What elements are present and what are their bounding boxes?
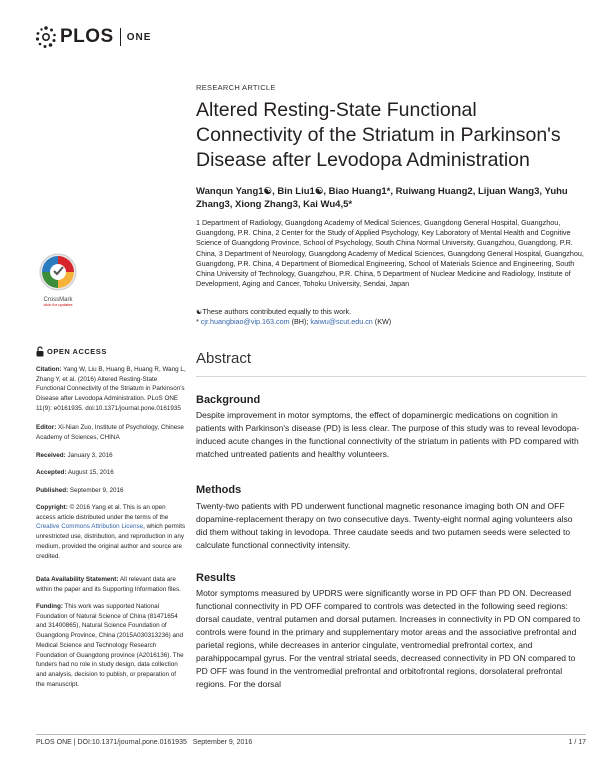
received-date: January 3, 2016 — [65, 452, 113, 459]
email-link-bh[interactable]: cjr.huangbiao@vip.163.com — [200, 317, 290, 327]
funding-block — [36, 602, 186, 689]
accepted-block — [36, 468, 186, 478]
author-list: Wanqun Yang1☯, Bin Liu1☯, Biao Huang1*, Ruiwang Huang2, Lijuan Wang3, Yuhu Zhang3, Xiong Zhang3, Kai Wu4,5* — [196, 186, 568, 210]
citation-block — [36, 365, 186, 414]
abstract-divider — [196, 376, 586, 377]
copyright-label: Copyright: — [36, 504, 68, 511]
corr-mid: (BH); — [289, 317, 311, 327]
data-availability-label: Data Availability Statement: — [36, 576, 119, 583]
background-heading: Background — [196, 394, 261, 406]
funding-text: This work was supported National Foundation of Natural Science of China (81471654 and 31400865), Natural Science Foundation of Guangdong Province, China (2015A030313236) and Medical Science and Technology Research Foundation of Guangdong province (A2016136). The funders had no role in study design, data collection and analysis, decision to publish, or preparation of the manuscript. — [36, 603, 184, 688]
open-lock-icon — [36, 346, 44, 357]
open-access-badge — [36, 346, 107, 357]
results-heading: Results — [196, 572, 236, 584]
crossmark-icon — [38, 252, 78, 292]
abstract-heading: Abstract — [196, 350, 252, 367]
data-availability-block — [36, 575, 186, 594]
published-block — [36, 486, 186, 496]
citation-label: Citation: — [36, 366, 62, 373]
email-link-kw[interactable]: kaiwu@scut.edu.cn — [310, 317, 373, 327]
equal-contribution-note: ☯These authors contributed equally to this work. — [196, 307, 352, 316]
received-block — [36, 451, 186, 461]
editor-text: Xi-Nian Zuo, Institute of Psychology, Chinese Academy of Sciences, CHINA — [36, 424, 184, 441]
logo-divider — [120, 28, 121, 46]
crossmark-sub: click for updates — [43, 302, 73, 307]
funding-label: Funding: — [36, 603, 63, 610]
corr-prefix: * — [196, 317, 201, 327]
page-number: 1 / 17 — [568, 739, 586, 746]
footer-citation: PLOS ONE | DOI:10.1371/journal.pone.0161935 September 9, 2016 — [36, 739, 253, 746]
accepted-label: Accepted: — [36, 469, 67, 476]
accepted-date: August 15, 2016 — [66, 469, 114, 476]
corr-end: (KW) — [372, 317, 392, 327]
open-access-label: OPEN ACCESS — [47, 347, 107, 356]
editor-block — [36, 423, 186, 442]
methods-heading: Methods — [196, 484, 242, 496]
received-label: Received: — [36, 452, 66, 459]
cc-license-link[interactable]: Creative Commons Attribution License — [36, 523, 144, 531]
footer-divider — [36, 734, 586, 735]
data-availability-text: All relevant data are within the paper and its Supporting Information files. — [36, 576, 181, 593]
logo-one-text: ONE — [126, 31, 152, 43]
plos-logo-icon — [34, 25, 58, 49]
copyright-block — [36, 503, 186, 561]
journal-logo — [34, 25, 151, 49]
results-text: Motor symptoms measured by UPDRS were significantly worse in PD OFF than PD ON. Decreased functional connectivity in PD OFF compared to controls was detected in the following seed regions: dorsal caudate, ventral putamen and dorsal putamen. Increases in connectivity in PD ON compared to controls were found in the primary and supplementary motor areas and the associative prefrontal and parietal regions, while decreases in anterior cingulate, ventromedial prefrontal cortex, and parahippocampal gyrus. For the ventral striatal seeds, decreased connectivity in PD ON compared to PD OFF was found in the ventromedial prefrontal and orbitofrontal regions, dorsolateral prefrontal regions. For the dorsal — [196, 588, 581, 689]
background-text: Despite improvement in motor symptoms, the effect of dopaminergic medications on cognition in patients with Parkinson's disease (PD) is less clear. The purpose of this study was to reveal levodopa-induced acute changes in the functional connectivity of the striatum in patients with PD compared with matched untreated patients and healthy volunteers. — [196, 410, 580, 459]
copyright-text-b: , which permits unrestricted use, distribution, and reproduction in any medium, provided the original author and source are credited. — [36, 523, 186, 560]
editor-label: Editor: — [36, 424, 57, 431]
published-label: Published: — [36, 487, 69, 494]
logo-plos-text: PLOS — [60, 26, 114, 47]
crossmark-badge[interactable] — [36, 252, 80, 307]
crossmark-label: CrossMark — [43, 297, 73, 303]
copyright-text-a: © 2016 Yang et al. This is an open access article distributed under the terms of the — [36, 504, 169, 521]
citation-text: Yang W, Liu B, Huang B, Huang R, Wang L, Zhang Y, et al. (2016) Altered Resting-State Functional Connectivity of the Striatum in Parkinson's Disease after Levodopa Administration. PLoS ONE 11(9): e0161935. doi:10.1371/journal.pone.0161935 — [36, 366, 186, 412]
corresponding-authors — [196, 317, 586, 327]
methods-text: Twenty-two patients with PD underwent functional magnetic resonance imaging both ON and OFF dopamine-replacement therapy on two consecutive days. Twenty-eight normal aging volunteers also did them without taking in levodopa. Three caudate seeds and two putamen seeds were selected to calculate functional connectivity intensity. — [196, 501, 573, 550]
affiliations: 1 Department of Radiology, Guangdong Academy of Medical Sciences, Guangdong General Hospital, Guangzhou, Guangdong, P.R. China, 2 Center for the Study of Applied Psychology, Key Laboratory of Mental Health and Cognitive Science of Guangdong Province, School of Psychology, South China Normal University, Guangzhou, Guangdong, P.R. China, 3 Department of Neurology, Guangdong Academy of Medical Sciences, Guangdong General Hospital, Guangzhou, Guangdong, P.R. China, 4 Department of Biomedical Engineering, School of Materials Science and Engineering, South China University of Technology, Guangzhou, P.R. China, 5 Department of Nuclear Medicine and Radiology, Institute of Development, Aging and Cancer, Tohoku University, Sendai, Japan — [196, 218, 584, 289]
author-notes — [196, 307, 586, 327]
published-date: September 9, 2016 — [68, 487, 124, 494]
article-type: RESEARCH ARTICLE — [196, 83, 276, 92]
article-title: Altered Resting-State Functional Connectivity of the Striatum in Parkinson's Disease after Levodopa Administration — [196, 99, 561, 171]
